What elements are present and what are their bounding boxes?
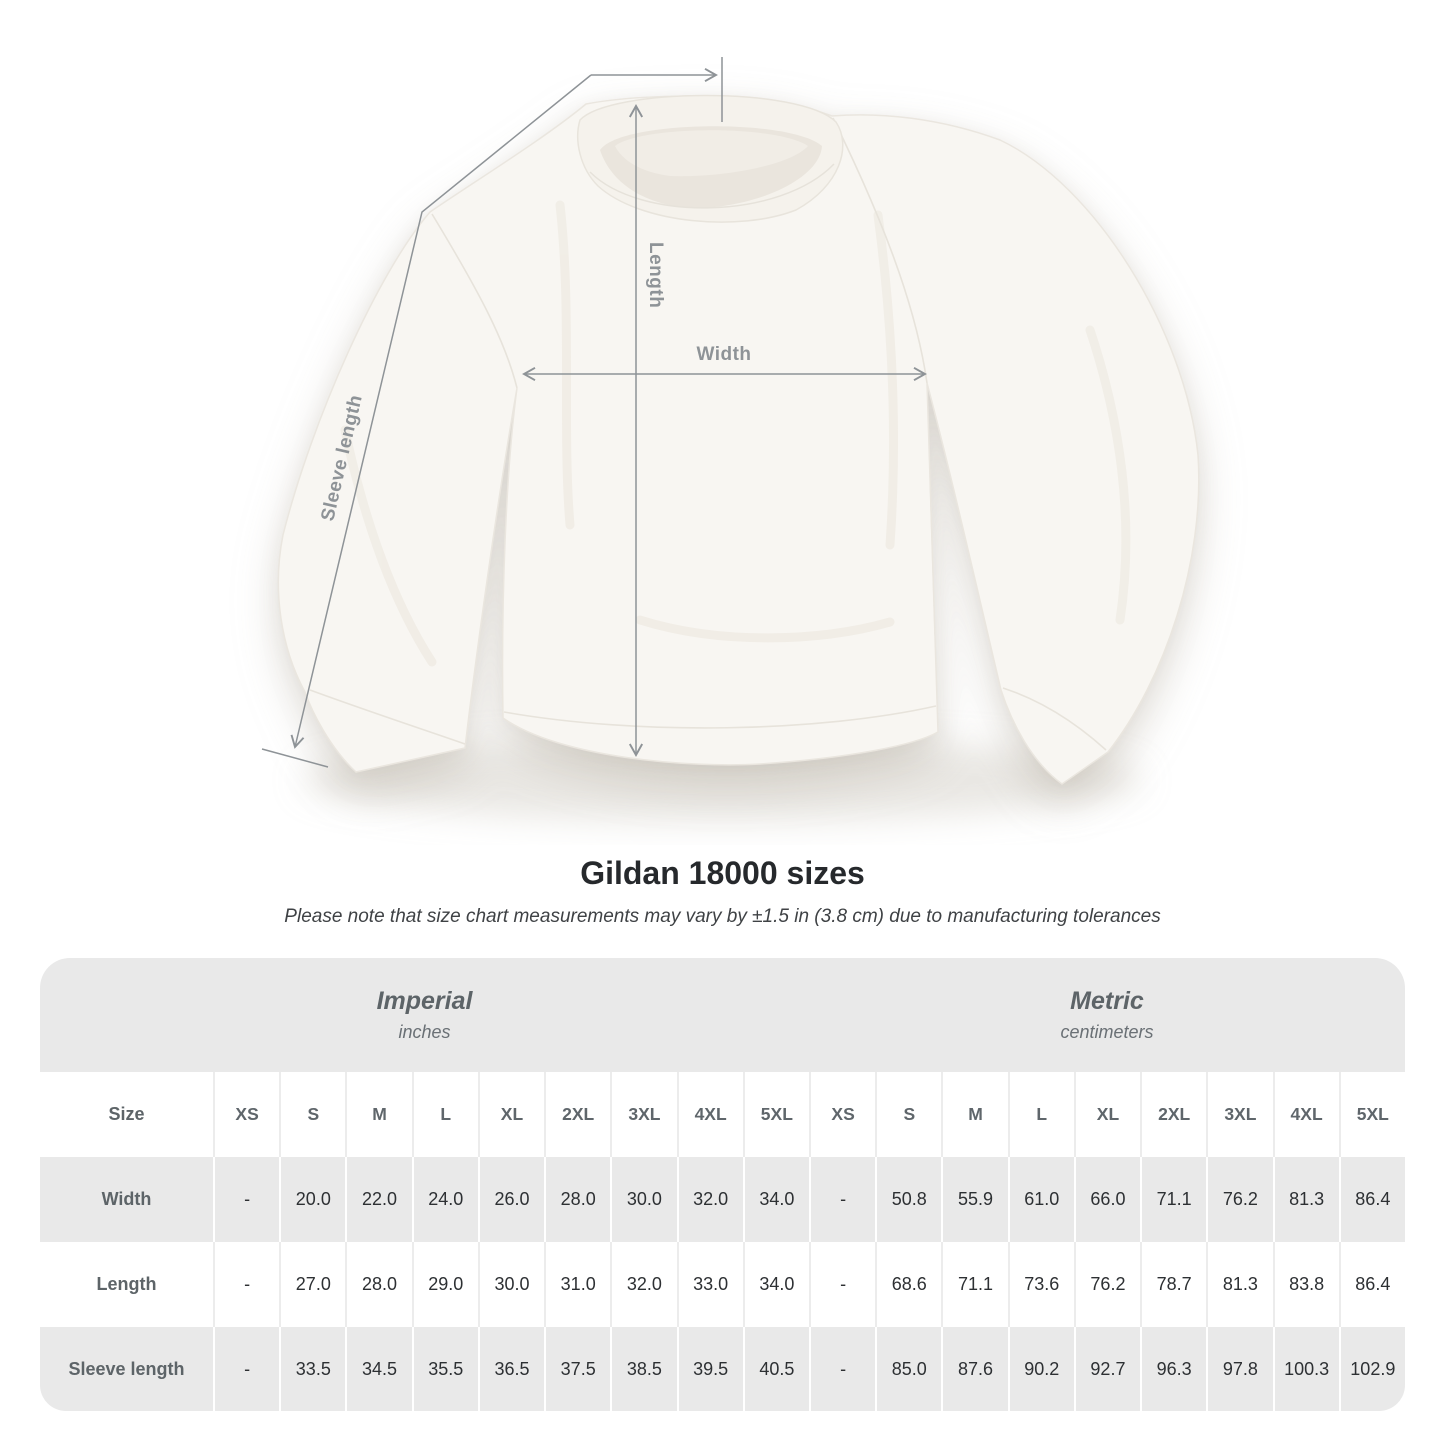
- size-value-cell: 31.0: [546, 1242, 612, 1327]
- size-column-header: 2XL: [546, 1072, 612, 1157]
- size-value-cell: -: [215, 1242, 281, 1327]
- size-value-cell: -: [215, 1327, 281, 1411]
- unit-group-subtitle: inches: [398, 1022, 451, 1042]
- unit-group-metric: [809, 958, 1405, 1072]
- size-table: [40, 958, 1405, 1411]
- size-value-cell: 97.8: [1208, 1327, 1274, 1411]
- size-value-cell: 85.0: [877, 1327, 943, 1411]
- size-column-header: M: [347, 1072, 413, 1157]
- size-value-cell: 27.0: [281, 1242, 347, 1327]
- table-row-width: [40, 1157, 1405, 1242]
- size-value-cell: 83.8: [1275, 1242, 1341, 1327]
- size-value-cell: 96.3: [1142, 1327, 1208, 1411]
- size-value-cell: 20.0: [281, 1157, 347, 1242]
- table-row-length: [40, 1242, 1405, 1327]
- size-value-cell: 28.0: [546, 1157, 612, 1242]
- table-header-row: [40, 1072, 1405, 1157]
- size-value-cell: 87.6: [943, 1327, 1009, 1411]
- page-title: Gildan 18000 sizes: [580, 855, 865, 891]
- size-value-cell: 71.1: [1142, 1157, 1208, 1242]
- unit-group-title: Imperial: [376, 987, 473, 1015]
- size-value-cell: 55.9: [943, 1157, 1009, 1242]
- size-value-cell: 92.7: [1076, 1327, 1142, 1411]
- row-label: Length: [40, 1242, 215, 1327]
- size-value-cell: 86.4: [1341, 1157, 1405, 1242]
- size-value-cell: 32.0: [612, 1242, 678, 1327]
- size-value-cell: -: [811, 1157, 877, 1242]
- unit-group-subtitle: centimeters: [1060, 1022, 1154, 1042]
- unit-group-title: Metric: [1070, 987, 1144, 1015]
- sweatshirt: [278, 96, 1198, 785]
- size-column-header: L: [1010, 1072, 1076, 1157]
- size-value-cell: 73.6: [1010, 1242, 1076, 1327]
- size-column-header: M: [943, 1072, 1009, 1157]
- size-column-header: S: [877, 1072, 943, 1157]
- size-value-cell: -: [215, 1157, 281, 1242]
- size-value-cell: 90.2: [1010, 1327, 1076, 1411]
- size-column-header: 3XL: [1208, 1072, 1274, 1157]
- size-value-cell: 78.7: [1142, 1242, 1208, 1327]
- size-column-header: 2XL: [1142, 1072, 1208, 1157]
- size-value-cell: 35.5: [414, 1327, 480, 1411]
- size-value-cell: -: [811, 1327, 877, 1411]
- size-value-cell: 81.3: [1275, 1157, 1341, 1242]
- width-label: Width: [696, 344, 752, 365]
- unit-group-imperial: [40, 958, 809, 1072]
- size-value-cell: -: [811, 1242, 877, 1327]
- size-value-cell: 28.0: [347, 1242, 413, 1327]
- size-value-cell: 76.2: [1076, 1242, 1142, 1327]
- size-value-cell: 68.6: [877, 1242, 943, 1327]
- sleeve-length-label: Sleeve length: [317, 392, 367, 524]
- size-value-cell: 34.5: [347, 1327, 413, 1411]
- size-value-cell: 102.9: [1341, 1327, 1405, 1411]
- size-value-cell: 33.5: [281, 1327, 347, 1411]
- size-value-cell: 29.0: [414, 1242, 480, 1327]
- size-column-header: XL: [480, 1072, 546, 1157]
- size-value-cell: 76.2: [1208, 1157, 1274, 1242]
- size-value-cell: 61.0: [1010, 1157, 1076, 1242]
- size-value-cell: 30.0: [612, 1157, 678, 1242]
- size-column-header: XS: [811, 1072, 877, 1157]
- size-value-cell: 34.0: [745, 1157, 811, 1242]
- unit-band: [40, 958, 1405, 1072]
- size-value-cell: 22.0: [347, 1157, 413, 1242]
- size-column-header: 5XL: [1341, 1072, 1405, 1157]
- size-column-header: 4XL: [1275, 1072, 1341, 1157]
- size-value-cell: 26.0: [480, 1157, 546, 1242]
- size-value-cell: 37.5: [546, 1327, 612, 1411]
- size-value-cell: 32.0: [679, 1157, 745, 1242]
- size-value-cell: 71.1: [943, 1242, 1009, 1327]
- size-column-header: L: [414, 1072, 480, 1157]
- row-label: Width: [40, 1157, 215, 1242]
- size-value-cell: 33.0: [679, 1242, 745, 1327]
- size-value-cell: 86.4: [1341, 1242, 1405, 1327]
- size-value-cell: 39.5: [679, 1327, 745, 1411]
- size-column-header: 3XL: [612, 1072, 678, 1157]
- size-value-cell: 50.8: [877, 1157, 943, 1242]
- size-value-cell: 81.3: [1208, 1242, 1274, 1327]
- sleeve-end-tick: [262, 749, 328, 767]
- size-column-header: XS: [215, 1072, 281, 1157]
- tolerance-note: Please note that size chart measurements may vary by ±1.5 in (3.8 cm) due to manufacturing tolerances: [284, 906, 1161, 927]
- size-column-header: 5XL: [745, 1072, 811, 1157]
- size-value-cell: 100.3: [1275, 1327, 1341, 1411]
- size-column-header: 4XL: [679, 1072, 745, 1157]
- size-value-cell: 40.5: [745, 1327, 811, 1411]
- size-value-cell: 36.5: [480, 1327, 546, 1411]
- size-value-cell: 34.0: [745, 1242, 811, 1327]
- table-row-sleeve-length: [40, 1327, 1405, 1411]
- row-label: Sleeve length: [40, 1327, 215, 1411]
- size-corner-label: Size: [40, 1072, 215, 1157]
- size-column-header: XL: [1076, 1072, 1142, 1157]
- length-label: Length: [645, 242, 666, 309]
- size-value-cell: 24.0: [414, 1157, 480, 1242]
- size-value-cell: 66.0: [1076, 1157, 1142, 1242]
- size-column-header: S: [281, 1072, 347, 1157]
- size-value-cell: 30.0: [480, 1242, 546, 1327]
- size-value-cell: 38.5: [612, 1327, 678, 1411]
